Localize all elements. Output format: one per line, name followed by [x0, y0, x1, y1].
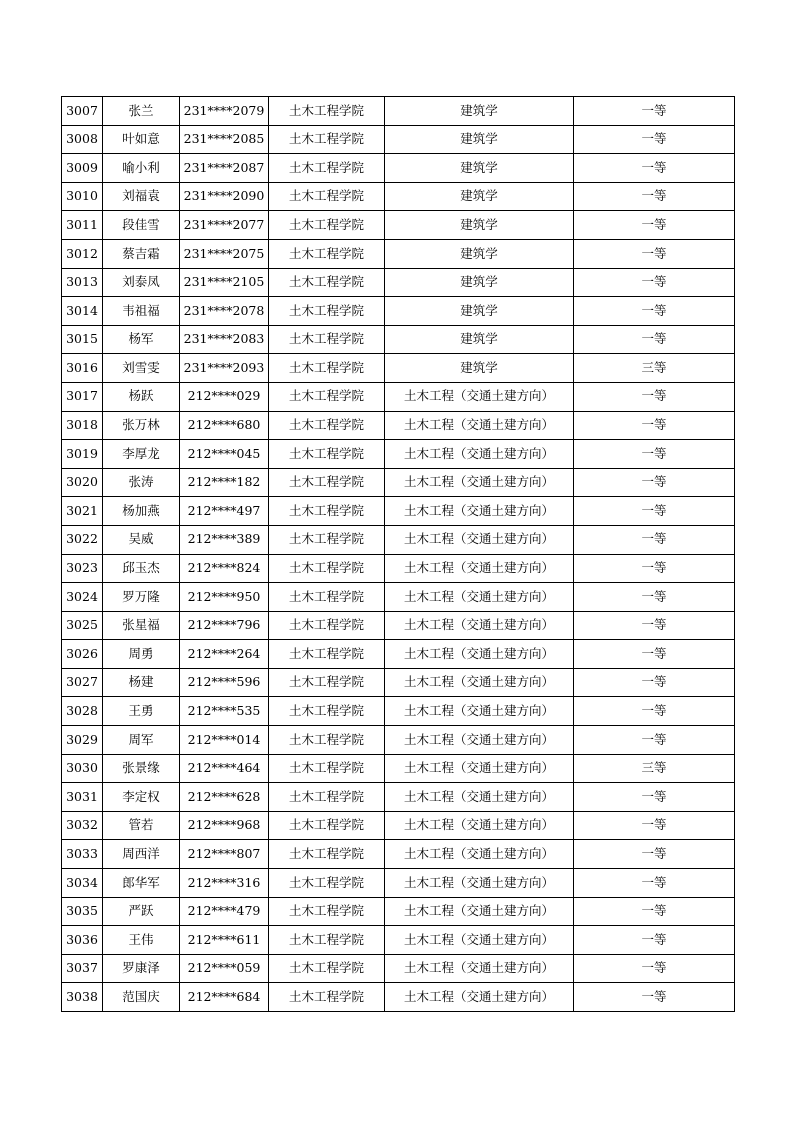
student-name-cell: 吴威	[103, 525, 180, 554]
table-row	[62, 554, 735, 583]
major-cell: 土木工程（交通土建方向）	[385, 697, 574, 726]
row-seq-cell: 3026	[62, 640, 103, 669]
table-row	[62, 811, 735, 840]
student-id-cell: 231****2077	[180, 211, 269, 240]
table-row	[62, 840, 735, 869]
table-row	[62, 268, 735, 297]
table-row	[62, 411, 735, 440]
row-seq-cell: 3025	[62, 611, 103, 640]
table-row	[62, 583, 735, 612]
major-cell: 土木工程（交通土建方向）	[385, 840, 574, 869]
student-name-cell: 刘雪雯	[103, 354, 180, 383]
table-row	[62, 182, 735, 211]
award-grade-cell: 一等	[574, 926, 735, 955]
row-seq-cell: 3031	[62, 783, 103, 812]
major-cell: 土木工程（交通土建方向）	[385, 783, 574, 812]
major-cell: 土木工程（交通土建方向）	[385, 869, 574, 898]
row-seq-cell: 3037	[62, 954, 103, 983]
student-id-cell: 212****684	[180, 983, 269, 1012]
student-id-cell: 212****680	[180, 411, 269, 440]
row-seq-cell: 3014	[62, 297, 103, 326]
college-cell: 土木工程学院	[269, 697, 385, 726]
row-seq-cell: 3008	[62, 125, 103, 154]
student-name-cell: 范国庆	[103, 983, 180, 1012]
student-id-cell: 212****535	[180, 697, 269, 726]
student-name-cell: 叶如意	[103, 125, 180, 154]
college-cell: 土木工程学院	[269, 239, 385, 268]
college-cell: 土木工程学院	[269, 983, 385, 1012]
student-id-cell: 212****497	[180, 497, 269, 526]
college-cell: 土木工程学院	[269, 897, 385, 926]
college-cell: 土木工程学院	[269, 154, 385, 183]
student-name-cell: 喻小利	[103, 154, 180, 183]
student-name-cell: 段佳雪	[103, 211, 180, 240]
row-seq-cell: 3017	[62, 382, 103, 411]
student-id-cell: 212****596	[180, 668, 269, 697]
row-seq-cell: 3035	[62, 897, 103, 926]
college-cell: 土木工程学院	[269, 811, 385, 840]
college-cell: 土木工程学院	[269, 668, 385, 697]
student-name-cell: 张星福	[103, 611, 180, 640]
table-row	[62, 382, 735, 411]
award-grade-cell: 三等	[574, 354, 735, 383]
major-cell: 土木工程（交通土建方向）	[385, 382, 574, 411]
award-grade-cell: 一等	[574, 182, 735, 211]
row-seq-cell: 3022	[62, 525, 103, 554]
student-name-cell: 张万林	[103, 411, 180, 440]
college-cell: 土木工程学院	[269, 926, 385, 955]
major-cell: 土木工程（交通土建方向）	[385, 440, 574, 469]
award-grade-cell: 一等	[574, 297, 735, 326]
award-grade-cell: 一等	[574, 468, 735, 497]
major-cell: 建筑学	[385, 211, 574, 240]
student-name-cell: 蔡吉霜	[103, 239, 180, 268]
row-seq-cell: 3011	[62, 211, 103, 240]
student-name-cell: 管若	[103, 811, 180, 840]
major-cell: 建筑学	[385, 97, 574, 126]
college-cell: 土木工程学院	[269, 268, 385, 297]
major-cell: 土木工程（交通土建方向）	[385, 611, 574, 640]
award-grade-cell: 一等	[574, 668, 735, 697]
major-cell: 建筑学	[385, 125, 574, 154]
award-grade-cell: 一等	[574, 611, 735, 640]
row-seq-cell: 3036	[62, 926, 103, 955]
student-name-cell: 张兰	[103, 97, 180, 126]
award-grade-cell: 一等	[574, 897, 735, 926]
row-seq-cell: 3020	[62, 468, 103, 497]
major-cell: 土木工程（交通土建方向）	[385, 640, 574, 669]
award-grade-cell: 一等	[574, 211, 735, 240]
award-grade-cell: 一等	[574, 497, 735, 526]
student-name-cell: 郎华军	[103, 869, 180, 898]
student-name-cell: 邱玉杰	[103, 554, 180, 583]
college-cell: 土木工程学院	[269, 726, 385, 755]
student-id-cell: 212****389	[180, 525, 269, 554]
table-row	[62, 468, 735, 497]
award-grade-cell: 一等	[574, 239, 735, 268]
major-cell: 土木工程（交通土建方向）	[385, 411, 574, 440]
table-row	[62, 668, 735, 697]
student-id-cell: 212****316	[180, 869, 269, 898]
major-cell: 土木工程（交通土建方向）	[385, 668, 574, 697]
row-seq-cell: 3027	[62, 668, 103, 697]
scholarship-roster-table	[61, 96, 735, 1012]
student-id-cell: 231****2078	[180, 297, 269, 326]
major-cell: 土木工程（交通土建方向）	[385, 983, 574, 1012]
row-seq-cell: 3016	[62, 354, 103, 383]
college-cell: 土木工程学院	[269, 211, 385, 240]
major-cell: 土木工程（交通土建方向）	[385, 926, 574, 955]
college-cell: 土木工程学院	[269, 869, 385, 898]
student-id-cell: 212****014	[180, 726, 269, 755]
college-cell: 土木工程学院	[269, 611, 385, 640]
major-cell: 土木工程（交通土建方向）	[385, 468, 574, 497]
row-seq-cell: 3034	[62, 869, 103, 898]
college-cell: 土木工程学院	[269, 411, 385, 440]
major-cell: 土木工程（交通土建方向）	[385, 897, 574, 926]
student-name-cell: 李厚龙	[103, 440, 180, 469]
award-grade-cell: 一等	[574, 554, 735, 583]
award-grade-cell: 一等	[574, 811, 735, 840]
major-cell: 土木工程（交通土建方向）	[385, 726, 574, 755]
major-cell: 土木工程（交通土建方向）	[385, 583, 574, 612]
student-name-cell: 罗康泽	[103, 954, 180, 983]
student-name-cell: 刘泰凤	[103, 268, 180, 297]
college-cell: 土木工程学院	[269, 754, 385, 783]
award-grade-cell: 一等	[574, 840, 735, 869]
table-row	[62, 354, 735, 383]
student-id-cell: 212****464	[180, 754, 269, 783]
college-cell: 土木工程学院	[269, 468, 385, 497]
college-cell: 土木工程学院	[269, 525, 385, 554]
award-grade-cell: 一等	[574, 325, 735, 354]
student-id-cell: 231****2087	[180, 154, 269, 183]
table-row	[62, 926, 735, 955]
award-grade-cell: 一等	[574, 954, 735, 983]
college-cell: 土木工程学院	[269, 554, 385, 583]
student-id-cell: 212****029	[180, 382, 269, 411]
student-name-cell: 杨加燕	[103, 497, 180, 526]
student-id-cell: 231****2085	[180, 125, 269, 154]
student-id-cell: 231****2083	[180, 325, 269, 354]
row-seq-cell: 3021	[62, 497, 103, 526]
major-cell: 土木工程（交通土建方向）	[385, 811, 574, 840]
student-name-cell: 周军	[103, 726, 180, 755]
student-name-cell: 杨跃	[103, 382, 180, 411]
table-row	[62, 697, 735, 726]
table-row	[62, 726, 735, 755]
student-id-cell: 212****807	[180, 840, 269, 869]
award-grade-cell: 一等	[574, 869, 735, 898]
award-grade-cell: 一等	[574, 640, 735, 669]
major-cell: 土木工程（交通土建方向）	[385, 525, 574, 554]
student-name-cell: 李定权	[103, 783, 180, 812]
row-seq-cell: 3033	[62, 840, 103, 869]
table-row	[62, 611, 735, 640]
row-seq-cell: 3007	[62, 97, 103, 126]
student-id-cell: 212****264	[180, 640, 269, 669]
table-row	[62, 983, 735, 1012]
row-seq-cell: 3028	[62, 697, 103, 726]
college-cell: 土木工程学院	[269, 125, 385, 154]
award-grade-cell: 三等	[574, 754, 735, 783]
table-row	[62, 640, 735, 669]
student-id-cell: 231****2105	[180, 268, 269, 297]
row-seq-cell: 3029	[62, 726, 103, 755]
major-cell: 土木工程（交通土建方向）	[385, 954, 574, 983]
major-cell: 土木工程（交通土建方向）	[385, 554, 574, 583]
award-grade-cell: 一等	[574, 583, 735, 612]
student-name-cell: 刘福袁	[103, 182, 180, 211]
major-cell: 建筑学	[385, 268, 574, 297]
college-cell: 土木工程学院	[269, 325, 385, 354]
student-id-cell: 212****045	[180, 440, 269, 469]
college-cell: 土木工程学院	[269, 182, 385, 211]
table-row	[62, 497, 735, 526]
student-id-cell: 212****968	[180, 811, 269, 840]
student-name-cell: 严跃	[103, 897, 180, 926]
major-cell: 建筑学	[385, 297, 574, 326]
college-cell: 土木工程学院	[269, 97, 385, 126]
college-cell: 土木工程学院	[269, 783, 385, 812]
row-seq-cell: 3032	[62, 811, 103, 840]
student-id-cell: 231****2075	[180, 239, 269, 268]
table-row	[62, 125, 735, 154]
student-id-cell: 212****182	[180, 468, 269, 497]
row-seq-cell: 3024	[62, 583, 103, 612]
table-row	[62, 869, 735, 898]
award-grade-cell: 一等	[574, 97, 735, 126]
student-id-cell: 212****824	[180, 554, 269, 583]
college-cell: 土木工程学院	[269, 382, 385, 411]
student-id-cell: 231****2093	[180, 354, 269, 383]
roster-body	[62, 97, 735, 1012]
major-cell: 建筑学	[385, 154, 574, 183]
student-name-cell: 周西洋	[103, 840, 180, 869]
row-seq-cell: 3010	[62, 182, 103, 211]
college-cell: 土木工程学院	[269, 497, 385, 526]
student-name-cell: 张涛	[103, 468, 180, 497]
table-row	[62, 525, 735, 554]
row-seq-cell: 3015	[62, 325, 103, 354]
college-cell: 土木工程学院	[269, 954, 385, 983]
student-name-cell: 杨建	[103, 668, 180, 697]
student-id-cell: 212****611	[180, 926, 269, 955]
award-grade-cell: 一等	[574, 983, 735, 1012]
row-seq-cell: 3019	[62, 440, 103, 469]
table-row	[62, 154, 735, 183]
college-cell: 土木工程学院	[269, 840, 385, 869]
award-grade-cell: 一等	[574, 697, 735, 726]
student-name-cell: 韦祖福	[103, 297, 180, 326]
table-row	[62, 783, 735, 812]
student-id-cell: 212****950	[180, 583, 269, 612]
table-row	[62, 325, 735, 354]
major-cell: 建筑学	[385, 182, 574, 211]
student-name-cell: 罗万隆	[103, 583, 180, 612]
major-cell: 建筑学	[385, 325, 574, 354]
table-row	[62, 897, 735, 926]
major-cell: 建筑学	[385, 239, 574, 268]
student-id-cell: 231****2090	[180, 182, 269, 211]
award-grade-cell: 一等	[574, 125, 735, 154]
student-name-cell: 周勇	[103, 640, 180, 669]
college-cell: 土木工程学院	[269, 583, 385, 612]
row-seq-cell: 3012	[62, 239, 103, 268]
row-seq-cell: 3018	[62, 411, 103, 440]
student-name-cell: 杨军	[103, 325, 180, 354]
student-id-cell: 231****2079	[180, 97, 269, 126]
table-row	[62, 239, 735, 268]
award-grade-cell: 一等	[574, 382, 735, 411]
award-grade-cell: 一等	[574, 154, 735, 183]
table-row	[62, 211, 735, 240]
student-name-cell: 王伟	[103, 926, 180, 955]
table-row	[62, 754, 735, 783]
college-cell: 土木工程学院	[269, 640, 385, 669]
award-grade-cell: 一等	[574, 783, 735, 812]
student-id-cell: 212****479	[180, 897, 269, 926]
award-grade-cell: 一等	[574, 268, 735, 297]
award-grade-cell: 一等	[574, 525, 735, 554]
major-cell: 土木工程（交通土建方向）	[385, 754, 574, 783]
row-seq-cell: 3038	[62, 983, 103, 1012]
major-cell: 土木工程（交通土建方向）	[385, 497, 574, 526]
row-seq-cell: 3009	[62, 154, 103, 183]
award-grade-cell: 一等	[574, 440, 735, 469]
student-id-cell: 212****796	[180, 611, 269, 640]
student-id-cell: 212****628	[180, 783, 269, 812]
row-seq-cell: 3030	[62, 754, 103, 783]
row-seq-cell: 3023	[62, 554, 103, 583]
student-id-cell: 212****059	[180, 954, 269, 983]
college-cell: 土木工程学院	[269, 354, 385, 383]
row-seq-cell: 3013	[62, 268, 103, 297]
student-name-cell: 张景缘	[103, 754, 180, 783]
college-cell: 土木工程学院	[269, 440, 385, 469]
table-row	[62, 440, 735, 469]
student-name-cell: 王勇	[103, 697, 180, 726]
table-row	[62, 297, 735, 326]
award-grade-cell: 一等	[574, 726, 735, 755]
table-row	[62, 954, 735, 983]
table-row	[62, 97, 735, 126]
college-cell: 土木工程学院	[269, 297, 385, 326]
award-grade-cell: 一等	[574, 411, 735, 440]
major-cell: 建筑学	[385, 354, 574, 383]
